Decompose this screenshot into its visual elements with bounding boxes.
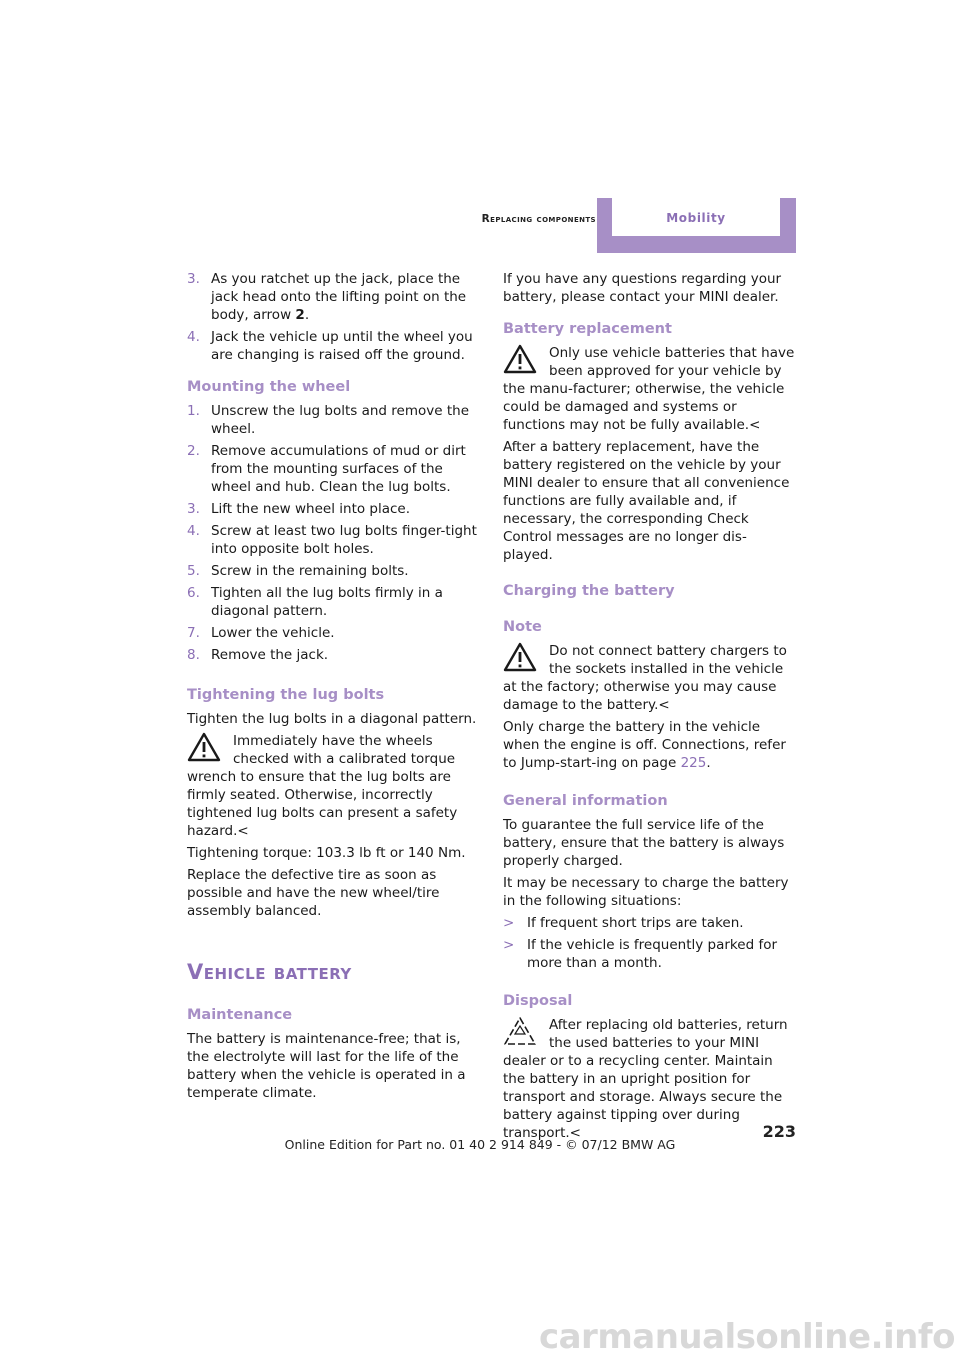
watermark-logo	[0, 1318, 960, 1358]
torque-text: Tightening torque: 103.3 lb ft or 140 Nm.	[187, 845, 466, 861]
step-number: 3.	[187, 501, 200, 517]
warning-block	[503, 344, 795, 434]
step-item	[187, 500, 479, 518]
warning-text: Immediately have the wheels checked with a calibrated torque wrench to ensure that the lug bolts are firmly seated. Otherwise, incorrectly tightened lug bolts can present a safety hazard.	[187, 733, 458, 839]
step-text: Lower the vehicle.	[211, 625, 335, 641]
end-mark: <	[237, 823, 249, 839]
step-item	[187, 442, 479, 496]
right-column	[503, 270, 795, 1146]
step-item	[187, 624, 479, 642]
replace-tire-text: Replace the defective tire as soon as possible and have the new wheel/tire assembly balanced.	[187, 867, 440, 919]
warning-text: Only use vehicle batteries that have been approved for your vehicle by the manu-facturer; otherwise, the vehicle could be damaged and systems or functions may not be fully available.	[503, 345, 795, 433]
general-text: It may be necessary to charge the battery in the following situations:	[503, 875, 789, 909]
list-item-text: If frequent short trips are taken.	[527, 915, 744, 931]
page-reference-link[interactable]: 225	[680, 755, 707, 771]
end-mark: <	[569, 1125, 581, 1141]
heading-battery-replacement: Battery replacement	[503, 321, 672, 337]
recycling-icon	[503, 1016, 537, 1046]
charge-text	[503, 718, 795, 772]
warning-triangle-icon	[503, 344, 537, 374]
footer-edition: Online Edition for Part no. 01 40 2 914 849 - © 07/12 BMW AG	[284, 1137, 676, 1152]
step-text: Remove accumulations of mud or dirt from the mounting surfaces of the wheel and hub. Clean the lug bolts.	[211, 443, 466, 495]
step-text: Screw in the remaining bolts.	[211, 563, 409, 579]
step-number: 3.	[187, 271, 200, 287]
heading-note: Note	[503, 619, 542, 635]
step-text: As you ratchet up the jack, place the jack head onto the lifting point on the body, arrow	[211, 271, 467, 323]
general-text: To guarantee the full service life of the battery, ensure that the battery is always properly charged.	[503, 817, 785, 869]
step-item	[187, 584, 479, 620]
warning-triangle-icon	[503, 642, 537, 672]
step-text: Lift the new wheel into place.	[211, 501, 411, 517]
running-header-section: Replacing components	[481, 213, 596, 225]
step-item	[187, 646, 479, 664]
arrow-number: 2	[295, 307, 305, 323]
svg-text:carmanualsonline.info: carmanualsonline.info	[538, 1318, 955, 1357]
heading-vehicle-battery: Vehicle battery	[187, 960, 352, 984]
step-number: 2.	[187, 443, 200, 459]
warning-block	[503, 642, 795, 714]
end-mark: <	[658, 697, 670, 713]
warning-triangle-icon	[187, 732, 221, 762]
step-text: Unscrew the lug bolts and remove the wheel.	[211, 403, 469, 437]
heading-mounting-wheel: Mounting the wheel	[187, 379, 351, 395]
charge-text-body: Only charge the battery in the vehicle when the engine is off. Connections, refer to Jump-start-ing on page	[503, 719, 786, 771]
step-item	[187, 402, 479, 438]
list-item	[503, 914, 795, 932]
warning-block	[187, 732, 479, 840]
step-number: 5.	[187, 563, 200, 579]
step-text: Remove the jack.	[211, 647, 329, 663]
heading-tightening-lug-bolts: Tightening the lug bolts	[187, 687, 385, 703]
step-number: 7.	[187, 625, 200, 641]
list-item-text: If the vehicle is frequently parked for more than a month.	[527, 937, 778, 971]
step-text-end: .	[304, 307, 310, 323]
page-number: 223	[762, 1122, 796, 1141]
maintenance-text: The battery is maintenance-free; that is, the electrolyte will last for the life of the battery when the vehicle is operated in a temperate climate.	[187, 1031, 466, 1101]
step-item	[187, 522, 479, 558]
heading-maintenance: Maintenance	[187, 1007, 293, 1023]
warning-text: Do not connect battery chargers to the sockets installed in the vehicle at the factory; otherwise you may cause damage to the battery.	[503, 643, 787, 713]
disposal-text: After replacing old batteries, return the used batteries to your MINI dealer or to a recycling center. Maintain the battery in an upright position for transport and storage. Always secure the battery against tipping over during transport.	[503, 1017, 788, 1141]
step-text: Tighten all the lug bolts firmly in a diagonal pattern.	[211, 585, 443, 619]
bullet-arrow-icon: >	[503, 937, 515, 953]
step-number: 6.	[187, 585, 200, 601]
tightening-text: Tighten the lug bolts in a diagonal pattern.	[187, 711, 477, 727]
step-text: Jack the vehicle up until the wheel you are changing is raised off the ground.	[211, 329, 473, 363]
end-mark: <	[749, 417, 761, 433]
charge-text-end: .	[706, 755, 711, 771]
step-item	[187, 562, 479, 580]
left-column	[187, 270, 479, 1106]
step-text: Screw at least two lug bolts finger-tight into opposite bolt holes.	[211, 523, 477, 557]
questions-text: If you have any questions regarding your battery, please contact your MINI dealer.	[503, 271, 782, 305]
heading-general-information: General information	[503, 793, 668, 809]
heading-disposal: Disposal	[503, 993, 573, 1009]
step-number: 4.	[187, 523, 200, 539]
step-item	[187, 328, 479, 364]
bullet-arrow-icon: >	[503, 915, 515, 931]
step-item	[187, 270, 479, 324]
section-tab-label: Mobility	[612, 198, 780, 236]
step-number: 4.	[187, 329, 200, 345]
step-number: 1.	[187, 403, 200, 419]
heading-charging-battery: Charging the battery	[503, 583, 675, 599]
replacement-text: After a battery replacement, have the battery registered on the vehicle by your MINI dealer to ensure that all convenience functions are fully available and, if necessary, the corresponding Check Control messages are no longer dis-played.	[503, 439, 790, 563]
step-number: 8.	[187, 647, 200, 663]
list-item	[503, 936, 795, 972]
